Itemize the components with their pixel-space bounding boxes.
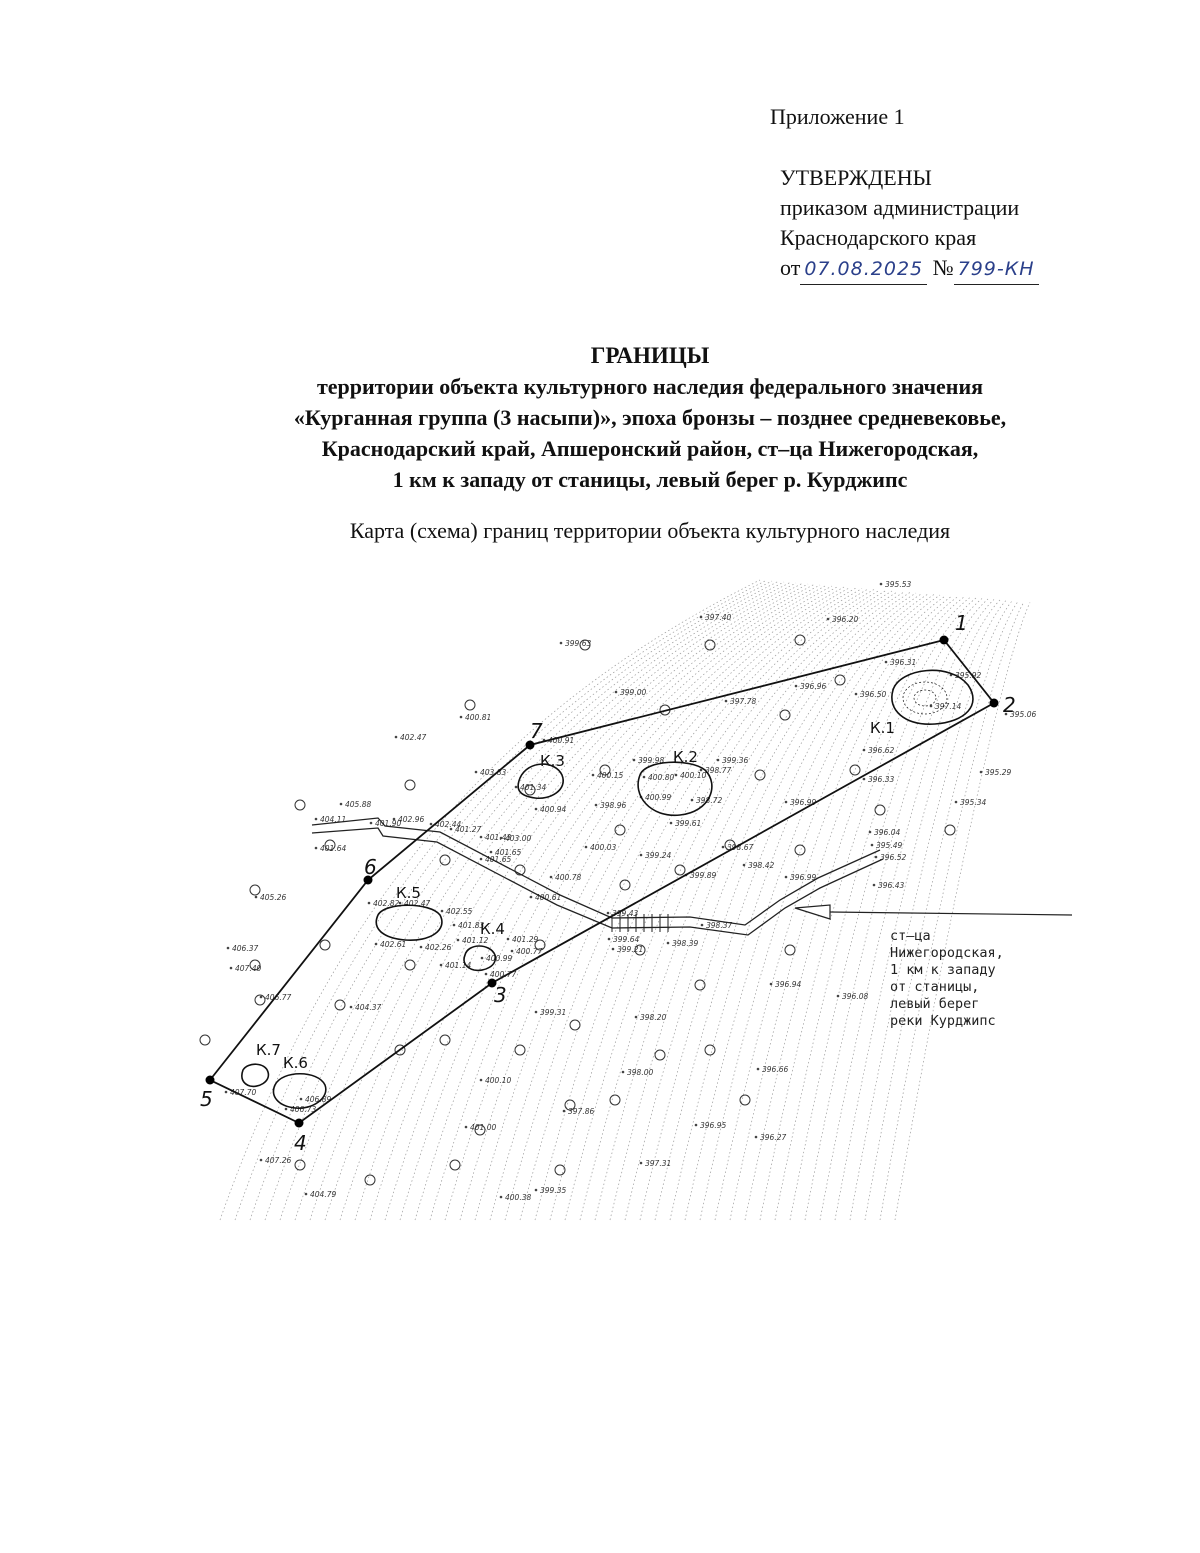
- elevation-dot: [871, 844, 874, 847]
- survey-circle: [555, 1165, 565, 1175]
- mound-outlines: [242, 670, 973, 1108]
- elevation-dot: [481, 957, 484, 960]
- elevation-label: 402.47: [400, 733, 427, 742]
- elevation-label: 405.26: [260, 893, 287, 902]
- elevation-label: 401.14: [445, 961, 472, 970]
- survey-circle: [945, 825, 955, 835]
- survey-circle: [295, 800, 305, 810]
- elevation-dot: [615, 691, 618, 694]
- mound-label-k5: К.5: [396, 884, 421, 902]
- elevation-label: 401.00: [470, 1123, 497, 1132]
- elevation-dot: [420, 946, 423, 949]
- elevation-dot: [465, 1126, 468, 1129]
- elevation-dot: [875, 856, 878, 859]
- survey-circle: [465, 700, 475, 710]
- elevation-label: 398.67: [727, 843, 754, 852]
- elevation-label: 407.40: [235, 964, 262, 973]
- elevation-dot: [755, 1136, 758, 1139]
- survey-circle: [695, 980, 705, 990]
- title-line-3: Краснодарский край, Апшеронский район, ст–ца Нижегородская,: [321, 436, 979, 461]
- mound-label-k6: К.6: [283, 1054, 308, 1072]
- callout-line-5: левый берег: [890, 996, 980, 1012]
- survey-circle: [655, 1050, 665, 1060]
- elevation-label: 396.52: [880, 853, 907, 862]
- elevation-dot: [757, 1068, 760, 1071]
- elevation-dot: [873, 884, 876, 887]
- elevation-dot: [743, 864, 746, 867]
- point-label-3: 3: [494, 983, 507, 1007]
- mound-label-k7: К.7: [256, 1041, 281, 1059]
- elevation-label: 400.81: [465, 713, 492, 722]
- elevation-dot: [535, 1189, 538, 1192]
- contour-line: [625, 594, 922, 1221]
- survey-circle: [780, 710, 790, 720]
- elevation-label: 399.64: [613, 935, 640, 944]
- elevation-label: 398.00: [627, 1068, 654, 1077]
- contour-line: [235, 581, 766, 1221]
- elevation-dot: [460, 716, 463, 719]
- elevation-label: 400.61: [535, 893, 562, 902]
- callout-line-1: ст–ца: [890, 928, 931, 944]
- elevation-label: 396.33: [868, 775, 895, 784]
- elevation-label: 401.29: [512, 935, 539, 944]
- elevation-label: 406.89: [305, 1095, 332, 1104]
- elevation-label: 395.06: [1010, 710, 1037, 719]
- elevation-label: 398.72: [696, 796, 723, 805]
- mound-label-k4: К.4: [480, 920, 505, 938]
- elevation-dot: [507, 938, 510, 941]
- approved-heading: УТВЕРЖДЕНЫ: [780, 165, 932, 190]
- mound-label-k2: К.2: [673, 748, 698, 766]
- elevation-dot: [795, 685, 798, 688]
- survey-circle: [295, 1160, 305, 1170]
- elevation-label: 399.35: [540, 1186, 567, 1195]
- appendix-label: Приложение 1: [770, 104, 905, 129]
- survey-circle: [875, 805, 885, 815]
- elevation-label: 396.66: [762, 1065, 789, 1074]
- elevation-dot: [607, 912, 610, 915]
- elevation-label: 402.61: [380, 940, 407, 949]
- point-label-4: 4: [294, 1131, 307, 1155]
- elevation-label: 407.70: [230, 1088, 257, 1097]
- elevation-label: 407.26: [265, 1156, 292, 1165]
- elevation-dot: [255, 896, 258, 899]
- elevation-label: 395.49: [876, 841, 903, 850]
- elevation-label: 399.98: [638, 756, 665, 765]
- elevation-dot: [675, 774, 678, 777]
- elevation-label: 401.43: [485, 833, 512, 842]
- elevation-label: 401.83: [458, 921, 485, 930]
- elevation-dot: [285, 1108, 288, 1111]
- elevation-label: 395.92: [955, 671, 982, 680]
- elevation-dot: [480, 836, 483, 839]
- elevation-label: 401.90: [375, 819, 402, 828]
- elevation-label: 400.10: [485, 1076, 512, 1085]
- elevation-dot: [640, 1162, 643, 1165]
- survey-circle: [365, 1175, 375, 1185]
- elevation-label: 406.73: [290, 1105, 317, 1114]
- document-title: [150, 340, 1150, 495]
- elevation-label: 400.15: [597, 771, 624, 780]
- elevation-dot: [885, 661, 888, 664]
- elevation-label: 396.31: [890, 658, 917, 667]
- handwritten-number: 799-КН: [954, 254, 1039, 285]
- survey-circle: [705, 1045, 715, 1055]
- elevation-label: 398.37: [706, 921, 733, 930]
- elevation-dot: [260, 996, 263, 999]
- road-hatching: [612, 914, 668, 932]
- territory-boundary: [210, 640, 994, 1123]
- callout-line-4: от станицы,: [890, 979, 980, 995]
- survey-circle: [335, 1000, 345, 1010]
- elevation-label: 396.50: [860, 690, 887, 699]
- elevation-label: 400.03: [590, 843, 617, 852]
- elevation-label: 403.00: [505, 834, 532, 843]
- elevation-label: 398.96: [600, 801, 627, 810]
- survey-circle: [795, 845, 805, 855]
- elevation-label: 395.53: [885, 580, 912, 589]
- elevation-label: 397.40: [705, 613, 732, 622]
- elevation-dot: [785, 801, 788, 804]
- title-heading: ГРАНИЦЫ: [590, 343, 710, 368]
- location-callout: [890, 928, 1004, 1030]
- elevation-label: 397.31: [645, 1159, 672, 1168]
- elevation-label: 395.34: [960, 798, 987, 807]
- elevation-label: 406.77: [265, 993, 292, 1002]
- elevation-dot: [368, 902, 371, 905]
- elevation-label: 399.21: [617, 945, 644, 954]
- contour-line: [715, 597, 958, 1221]
- elevation-label: 396.27: [760, 1133, 787, 1142]
- elevation-dot: [260, 1159, 263, 1162]
- survey-circle: [515, 1045, 525, 1055]
- survey-circle: [620, 880, 630, 890]
- elevation-label: 399.31: [540, 1008, 567, 1017]
- contour-line: [460, 588, 859, 1220]
- elevation-dot: [227, 947, 230, 950]
- mound-label-k1: К.1: [870, 719, 895, 737]
- elevation-dot: [340, 803, 343, 806]
- elevation-label: 396.62: [868, 746, 895, 755]
- elevation-dot: [827, 618, 830, 621]
- elevation-dot: [560, 642, 563, 645]
- elevation-label: 400.94: [540, 805, 567, 814]
- survey-circle: [320, 940, 330, 950]
- elevation-label: 400.91: [548, 736, 575, 745]
- elevation-dot: [585, 846, 588, 849]
- elevation-label: 395.29: [985, 768, 1012, 777]
- elevation-label: 401.12: [462, 936, 489, 945]
- elevation-dot: [667, 942, 670, 945]
- survey-circle: [440, 1035, 450, 1045]
- elevation-dot: [395, 736, 398, 739]
- elevation-dot: [608, 938, 611, 941]
- elevation-label: 398.39: [672, 939, 699, 948]
- elevation-label: 396.99: [790, 798, 817, 807]
- elevation-dot: [315, 847, 318, 850]
- contour-line: [565, 592, 901, 1221]
- location-pointer: [795, 905, 1072, 919]
- elevation-dot: [855, 693, 858, 696]
- elevation-label: 406.37: [232, 944, 259, 953]
- elevation-label: 399.36: [722, 756, 749, 765]
- elevation-dot: [592, 774, 595, 777]
- elevation-label: 400.99: [486, 954, 513, 963]
- elevation-dot: [430, 823, 433, 826]
- elevation-dot: [515, 786, 518, 789]
- elevation-label: 403.83: [480, 768, 507, 777]
- elevation-dot: [955, 801, 958, 804]
- elevation-dot: [370, 822, 373, 825]
- elevation-label: 402.44: [435, 820, 462, 829]
- point-label-5: 5: [200, 1087, 213, 1111]
- elevation-dot: [622, 1071, 625, 1074]
- handwritten-date: 07.08.2025: [800, 254, 927, 285]
- callout-line-2: Нижегородская,: [890, 945, 1004, 961]
- elevation-dot: [612, 948, 615, 951]
- elevation-label: 400.77: [516, 947, 543, 956]
- survey-circle: [200, 1035, 210, 1045]
- elevation-label: 399.43: [612, 909, 639, 918]
- elevation-label: 401.65: [495, 848, 522, 857]
- survey-circle: [795, 635, 805, 645]
- survey-circle: [850, 765, 860, 775]
- elevation-label: 402.47: [404, 899, 431, 908]
- elevation-label: 405.88: [345, 800, 372, 809]
- survey-dots: [225, 583, 1008, 1199]
- callout-line-6: реки Курджипс: [890, 1013, 996, 1029]
- survey-circle: [570, 1020, 580, 1030]
- elevation-dot: [441, 910, 444, 913]
- survey-circle: [250, 885, 260, 895]
- elevation-dot: [535, 1011, 538, 1014]
- elevation-label: 396.04: [874, 828, 901, 837]
- elevation-label: 402.96: [398, 815, 425, 824]
- elevation-label: 396.08: [842, 992, 869, 1001]
- survey-circle: [755, 770, 765, 780]
- elevation-dot: [643, 776, 646, 779]
- callout-line-3: 1 км к западу: [890, 962, 996, 978]
- title-line-1: территории объекта культурного наследия федерального значения: [316, 374, 984, 399]
- map-subtitle: Карта (схема) границ территории объекта культурного наследия: [349, 518, 951, 543]
- elevation-label: 401.34: [520, 783, 547, 792]
- elevation-label: 397.86: [568, 1107, 595, 1116]
- point-label-1: 1: [955, 611, 968, 635]
- elevation-dot: [863, 749, 866, 752]
- elevation-dot: [863, 778, 866, 781]
- title-line-2: «Курганная группа (3 насыпи)», эпоха бронзы – позднее средневековье,: [293, 405, 1007, 430]
- elevation-dot: [480, 1079, 483, 1082]
- elevation-label: 400.10: [680, 771, 707, 780]
- number-sign: №: [932, 255, 954, 280]
- contour-line: [445, 588, 850, 1221]
- survey-circle: [835, 675, 845, 685]
- point-label-7: 7: [530, 719, 543, 743]
- elevation-dot: [695, 1124, 698, 1127]
- contour-line: [640, 594, 928, 1220]
- survey-circle: [405, 780, 415, 790]
- elevation-dot: [490, 851, 493, 854]
- elevation-label: 401.64: [320, 844, 347, 853]
- elevation-dot: [722, 846, 725, 849]
- survey-circle: [450, 1160, 460, 1170]
- elevation-dot: [305, 1193, 308, 1196]
- elevation-dot: [691, 799, 694, 802]
- elevation-label: 402.26: [425, 943, 452, 952]
- elevation-label: 399.00: [620, 688, 647, 697]
- elevation-label: 396.43: [878, 881, 905, 890]
- elevation-dot: [453, 924, 456, 927]
- elevation-dot: [701, 924, 704, 927]
- date-prefix: от: [780, 255, 801, 280]
- elevation-dot: [500, 1196, 503, 1199]
- elevation-label: 402.82: [373, 899, 400, 908]
- elevation-label: 396.94: [775, 980, 802, 989]
- contour-line: [865, 602, 1018, 1221]
- elevation-label: 396.96: [800, 682, 827, 691]
- elevation-dot: [480, 858, 483, 861]
- elevation-dot: [457, 939, 460, 942]
- elevation-label: 404.11: [320, 815, 347, 824]
- elevation-label: 404.79: [310, 1190, 337, 1199]
- survey-circle: [740, 1095, 750, 1105]
- elevation-dot: [300, 1098, 303, 1101]
- elevation-label: 404.37: [355, 1003, 382, 1012]
- elevation-label: 396.99: [790, 873, 817, 882]
- elevation-label: 398.77: [705, 766, 732, 775]
- contour-line: [370, 585, 820, 1220]
- title-line-4: 1 км к западу от станицы, левый берег р. Курджипс: [392, 467, 908, 492]
- elevation-dot: [550, 876, 553, 879]
- elevation-label: 399.61: [675, 819, 702, 828]
- elevation-label: 399.24: [645, 851, 672, 860]
- survey-circle: [675, 865, 685, 875]
- elevation-dot: [980, 771, 983, 774]
- elevation-dot: [530, 896, 533, 899]
- contour-line: [610, 593, 916, 1220]
- approved-org: Краснодарского края: [780, 225, 977, 250]
- elevation-label: 396.20: [832, 615, 859, 624]
- elevation-label: 401.27: [455, 825, 482, 834]
- elevation-dot: [725, 700, 728, 703]
- elevation-dot: [230, 967, 233, 970]
- contour-lines: [220, 580, 1030, 1220]
- elevation-dot: [485, 973, 488, 976]
- boundary-map: [0, 560, 1200, 1240]
- elevation-label: 400.77: [490, 970, 517, 979]
- elevation-label: 401.65: [485, 855, 512, 864]
- elevation-label: 400.78: [555, 873, 582, 882]
- elevation-dot: [770, 983, 773, 986]
- elevation-dot: [717, 759, 720, 762]
- survey-circle: [705, 640, 715, 650]
- elevation-label: 398.20: [640, 1013, 667, 1022]
- approved-by-order: приказом администрации: [780, 195, 1020, 220]
- elevation-dot: [440, 964, 443, 967]
- elevation-label: 398.42: [748, 861, 775, 870]
- elevation-label: 397.78: [730, 697, 757, 706]
- mound-label-k3: К.3: [540, 752, 565, 770]
- elevation-label: 400.38: [505, 1193, 532, 1202]
- elevation-label: 400.80: [648, 773, 675, 782]
- survey-circle: [785, 945, 795, 955]
- elevation-dot: [785, 876, 788, 879]
- elevation-dot: [595, 804, 598, 807]
- contour-line: [745, 598, 970, 1221]
- elevation-dot: [633, 759, 636, 762]
- elevation-label: 400.99: [645, 793, 672, 802]
- elevation-label: 399.63: [565, 639, 592, 648]
- elevation-dot: [315, 818, 318, 821]
- elevation-label: 399.89: [690, 871, 717, 880]
- elevation-dot: [375, 943, 378, 946]
- elevation-label: 396.95: [700, 1121, 727, 1130]
- contour-line: [385, 586, 826, 1221]
- elevation-dot: [880, 583, 883, 586]
- survey-circle: [405, 960, 415, 970]
- elevation-dot: [225, 1091, 228, 1094]
- approval-block: [780, 163, 1039, 285]
- elevation-dot: [700, 616, 703, 619]
- point-label-2: 2: [1003, 693, 1016, 717]
- survey-circle: [610, 1095, 620, 1105]
- elevation-dot: [535, 808, 538, 811]
- elevation-label: 397.14: [935, 702, 962, 711]
- elevation-dot: [350, 1006, 353, 1009]
- elevation-dot: [635, 1016, 638, 1019]
- elevation-dot: [869, 831, 872, 834]
- elevation-dot: [837, 995, 840, 998]
- elevation-dot: [511, 950, 514, 953]
- contour-line: [400, 586, 832, 1220]
- point-label-6: 6: [364, 855, 377, 879]
- elevation-dot: [640, 854, 643, 857]
- elevation-dot: [563, 1110, 566, 1113]
- elevation-dot: [475, 771, 478, 774]
- elevation-dot: [670, 822, 673, 825]
- elevation-label: 402.55: [446, 907, 473, 916]
- approved-date-number: [780, 253, 1039, 285]
